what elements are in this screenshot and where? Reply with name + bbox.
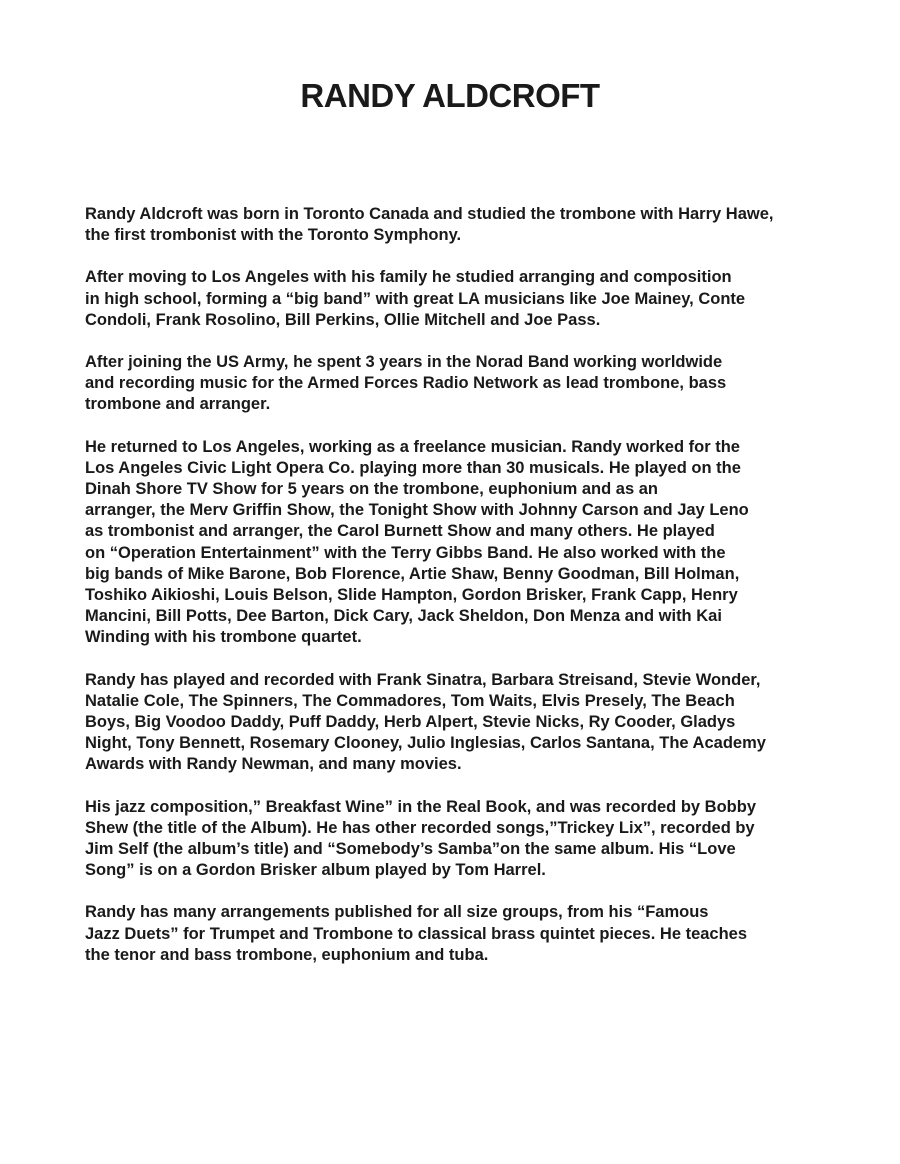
page-title: RANDY ALDCROFT (300, 77, 600, 114)
paragraph-los-angeles: After moving to Los Angeles with his family he studied arranging and composition in high school, forming a “big band” with great LA musicians like Joe Mainey, Conte Condoli, Frank Rosolino, Bill Perkins, Ollie Mitchell and Joe Pass. (85, 268, 746, 329)
paragraph-freelance: He returned to Los Angeles, working as a freelance musician. Randy worked for the Los Angeles Civic Light Opera Co. playing more than 30 musicals. He played on the Dinah Shore TV Show for 5 years on the trombone, euphonium and as an arranger, the Merv Griffin Show, the Tonight Show with Johnny Carson and Jay Leno as trombonist and arranger, the Carol Burnett Show and many others. He played on “Operation Entertainment” with the Terry Gibbs Band. He also worked with the big bands of Mike Barone, Bob Florence, Artie Shaw, Benny Goodman, Bill Holman, Toshiko Aikioshi, Louis Belson, Slide Hampton, Gordon Brisker, Frank Capp, Henry Mancini, Bill Potts, Dee Barton, Dick Cary, Jack Sheldon, Don Menza and with Kai Winding with his trombone quartet. (85, 437, 749, 647)
paragraph-arrangements: Randy has many arrangements published for all size groups, from his “Famous Jazz Duets” for Trumpet and Trombone to classical brass quintet pieces. He teaches the tenor and bass trombone, euphonium and tuba. (85, 903, 748, 964)
paragraph-recordings: Randy has played and recorded with Frank Sinatra, Barbara Streisand, Stevie Wonder, Natalie Cole, The Spinners, The Commadores, Tom Waits, Elvis Presely, The Beach Boys, Big Voodoo Daddy, Puff Daddy, Herb Alpert, Stevie Nicks, Ry Cooder, Gladys Night, Tony Bennett, Rosemary Clooney, Julio Inglesias, Carlos Santana, The Academy Awards with Randy Newman, and many movies. (85, 670, 766, 774)
paragraph-army: After joining the US Army, he spent 3 years in the Norad Band working worldwide and recording music for the Armed Forces Radio Network as lead trombone, bass trombone and arranger. (85, 353, 727, 414)
paragraph-compositions: His jazz composition,” Breakfast Wine” in the Real Book, and was recorded by Bobby Shew (the title of the Album). He has other recorded songs,”Trickey Lix”, recorded by Jim Self (the album’s title) and “Somebody’s Samba”on the same album. His “Love Song” is on a Gordon Brisker album played by Tom Harrel. (85, 797, 756, 880)
biography-body (85, 204, 845, 987)
paragraph-birth: Randy Aldcroft was born in Toronto Canada and studied the trombone with Harry Hawe, the first trombonist with the Toronto Symphony. (85, 205, 774, 245)
